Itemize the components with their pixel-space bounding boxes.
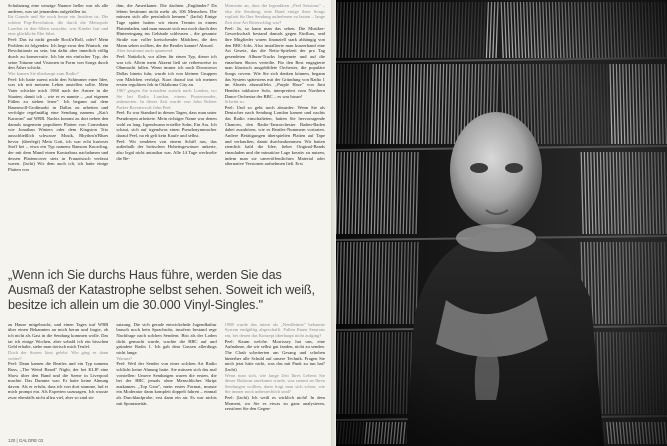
- portrait-photo: [336, 0, 667, 446]
- article-page: [0, 0, 331, 446]
- interview-question: Ihr Grande und Sie noch heute ein Insidern ist. Die schöne Pop-Revolution, die durch die Metropole London in den 60ern rauschte, war Kinder fair und eine glückliche Ehe führt.: [8, 14, 109, 37]
- page-folio: 120 | GALORE 02: [8, 438, 44, 443]
- interview-answer: Peel: Das ist nicht gerade Rock'n'Roll, oder? Mein Problem ist folgendes: Ich hege zwar den Wunsch, ein Revolutionär zu sein, bin dafür aber innerlich völlig durch zu konservativ. Ich bin ein einfacher Typ, der seine Träume und Visionen in Form von Songs durch den Äther schickt.: [8, 36, 109, 71]
- interview-answer: Peel: Dann kamen die Beatles und ein Typ namens Russ, „The Weird Beard" Night, der bei KLIF eine Show über den Band und die Szene in Liverpool machte. Das Dumme war: Er hatte keine Ahnung davon. Als er erfuhr, dass ich von dort stamme, lud er mich prompt ein. Als Experten sozusagen. Ich wusste zwar ebenfalls nicht allzu viel, aber so sind sie: [8, 361, 109, 401]
- interview-question: Aber bestimmt auch spannend.: [116, 48, 174, 54]
- interview-question: Momente an, dass die legendären „Peel Sessions" – also die Sendung, eine Band einige ihrer Songs explizit für Ihre Sendung aufnehmen zu lassen – lange Zeit eine Art Ritterschlag war?: [224, 3, 325, 25]
- column-3-top: [225, 3, 325, 257]
- article-columns-top: [8, 3, 325, 257]
- interview-answer: ihm, die Amerikaner. Die dachten „Engländer? Da lebten bestimmt nicht mehr als 106 Menschen. Die müssen sich alle persönlich kennen." (lacht) Einige Tage später hatten wir einen Termin in einem Plattenladen, und man musste sich nur noch durch den Hintereingang ins Gebäude schleusen – die gesamte Straße war voller kreischender Mädchen, die den Mann sehen wollten, der die Beatles kannte! Absurd.: [116, 3, 217, 48]
- pull-quote: „Wenn ich Sie durchs Haus führe, werden Sie das Ausmaß der Katastrophe selbst sehen. Soweit ich weiß, besitze ich allein um die 30.000 Vinyl-Singles.": [8, 268, 315, 313]
- interview-answer: Peel: Kaum welche. Morrissey hat uns, eine Aufnahme, die wir selbst gut fanden, nicht zu senden. The Clash scheiterten am Gesang und schoben hinterher alle Schuld auf unsere Technik. Fragen Sie mich jetzt bitte nicht, was das mit Punk zu tun hat? (lacht): [224, 338, 325, 372]
- interview-answer: Peel: Weil der Sender von einer solchen Art Radio schlicht keine Ahnung hatte. Sie müssen sich das mal vorstellen: Unsere Sendungen waren die ersten, die bei der BBC jemals ohne Menschliches Skript auskamen. „Top Gear", mein erstes Format, musste ein Moderator dann komplett doppelt fahren – einmal als Durchlaufprobe, erst dann ein air. Es war nichts mit Spontaneität.: [116, 361, 217, 406]
- column-3-bottom: [225, 322, 325, 430]
- record-shelves-portrait-image: [336, 0, 667, 446]
- interview-question: Warum?: [116, 355, 132, 361]
- interview-question: Scheint so.: [224, 99, 245, 105]
- column-1-bottom: [8, 322, 108, 430]
- interview-question: 1967 gingen Sie trotzdem zurück nach London, wo Sie bei Radio London, einem Piratensender, anheuerten. In dieser Zeit wurde von John Robert Parker Ravenscroft John Peel.: [116, 87, 217, 110]
- column-2-top: [116, 3, 216, 257]
- interview-answer: Peel: (lacht) Ich weiß es wirklich nicht! In dem Moment, wo Sie es etwas zu ganz analysieren, zerstören Sie den Gegen-: [224, 395, 325, 412]
- interview-answer: zu Hause mitgebracht, und einen Tages traf WRR über einen Bekannten an mich heran und fragte, ob ich nicht als Gast in die Sendung kommen wolle. Das tat ich einige Wochen, aber sobald ich ein bisschen Geld erhalte, siehe man tierisch mich Teufel.: [8, 321, 109, 350]
- interview-answer: Peel: Ich hatte zuerst nicht den Schimmer einer Idee, was ich mit meinem Leben anstellen sollte. Mein Vater schickte mich 1960 nach der Armee in die Staaten, damit ich – wie er es nannte – „auf eigenen Füßen zu stehen lerne". Ich begann auf dem Baumwoll-Großmarkt in Dallas zu arbeiten und verfolgte regelmäßig eine Sendung namens „Kat's Karavan" auf WRR. Nachts kommt zu dort neben den damals ungemein populären Platten von Comedians wie Jonathan Winters oder dem Kingston Trio ausschließlich schwarze Musik, Rhythm'n'Blues bevor. (überlegt) Mein Gott, ich war echt kurioser Stoff bei – etwa ein Typ namens Ransom Knowling, der mit dem Mund einen Kontrabass nachahmen und dessen Plattencover stets in Französisch verfasst waren. (lacht) Wir dem auch ich, ich hatte einige Platten von: [8, 76, 109, 173]
- interview-question: Wie kamen Sie überhaupt zum Radio?: [8, 70, 79, 76]
- column-2-bottom: [116, 322, 216, 430]
- interview-question: 1988 wurde das intern als „Needletime" bekannte System endgültig abgeschafft. Fallen Ihnen Sessions ein, bei denen das Konzept überhaupt nicht aufging?: [224, 321, 325, 338]
- interview-answer: Peel: Ja, so kann man das sehen. Die Musiker-Gewerkschaft bestand damals gegen Einfluss, und ihre Mitglieder waren finanziell stark abhängig von den BBC-Jobs. Also installierte man kurzerhand eine Art Gesetz, das die Netto-Spielzeit der pro Tag gesendeten Album-Tracks begrenzte und auf die einzelnen Shows verteilte. Für den Rest engagierte man klassisch ausgebildete Orchester, die populäre Songs covern. Wie Sie sich denken können, begann das System spätestens mit der Gründung von Radio 1 im Abseits abzusäffeln. „Purple Haze" von Jimi Hendrix inklusive Solo, interpretiert vom Northern Dance Orchestra der BBC – es war bizarr!: [224, 25, 325, 99]
- column-1-top: [8, 3, 108, 257]
- interview-answer: Schulanzug eine winzige Nuance heller war als alle anderen, was sie jemandem aufgefallen ist.: [8, 3, 109, 14]
- interview-answer: Peel: Wir sendeten von einem Schiff aus, das außerhalb der britischen Hoheitsgewässer ankerte, also legal nicht antastbar war. Alle 14 Tage wechselte die Be-: [116, 138, 217, 161]
- interview-answer: satzung. Die sich gerade entwickelnde Jugendkultur brauch noch kein Sprachrohr, insofern bestand rege Nachfrage nach solchen Sendern. Bist als der Loden dicht gemacht wurde, wachte die BBC auf und gründete Radio 1. Ich gab dem Gassen allerdings nicht lange.: [116, 321, 217, 355]
- interview-answer: Peel: Es war Standard in diesen Tagen, dass man unter Pseudonym arbeitete. Mein richtiger Name war denen wohl zu lang. Irgendwann erstellte Sohn, Ein Ass. Ich schaut, sich auf irgendwas einen Pseudonymmacher darauf Peel, na eh gelt kein Kaufe und selbst.: [116, 110, 217, 139]
- interview-question: Doch der Sorten lässt gelebt: Wie ging es dann weiter?: [8, 349, 109, 361]
- article-columns-bottom: [8, 322, 325, 430]
- interview-question: Wenn man sich, wie lange Zeit Ihres Lebens Sie dieser Rubrum anerkannt wurde, was rammt an Ihren Sendungen wollten, dann fragt man sich schon, wie Sie immer noch unbestechlich sind?: [224, 372, 325, 395]
- interview-answer: Peel: Und so geht noch absurder: Wenn Sie als Deutscher nach Sendung London kamen und nachts das Radio einschalteten, hatten Sie hervorragende Chancen, den Radio-Tanzorchester Baden-Baden dabei zuzuhören, wie es Beatles-Nummern vortraten. Andere Betätigungen überspielten Platten auf Tape und verkauften, damit durchzukommen. Wir hatten ziemlich bald die Idee, lieber Original-Bands einzuladen und die minutiöse Lage kreativ zu nutzen, indem man sie unveröffentlichtes Material oder alternative Versionen aufnehmen ließ. Erst: [224, 104, 325, 167]
- interview-answer: Peel: Natürlich, vor allem für einen Typ, dieser ich war ich. Allein mein Akzent ließ sie reihenweise in Ohnmacht fallen. Wenn immer ich nach Downtown Dallas hinein fuhr, wurde ich von kleinen Gruppen von Mädchen verfolgt. Kurz darauf trat ich meinen ersten regulären Job in Oklahoma City an.: [116, 53, 217, 88]
